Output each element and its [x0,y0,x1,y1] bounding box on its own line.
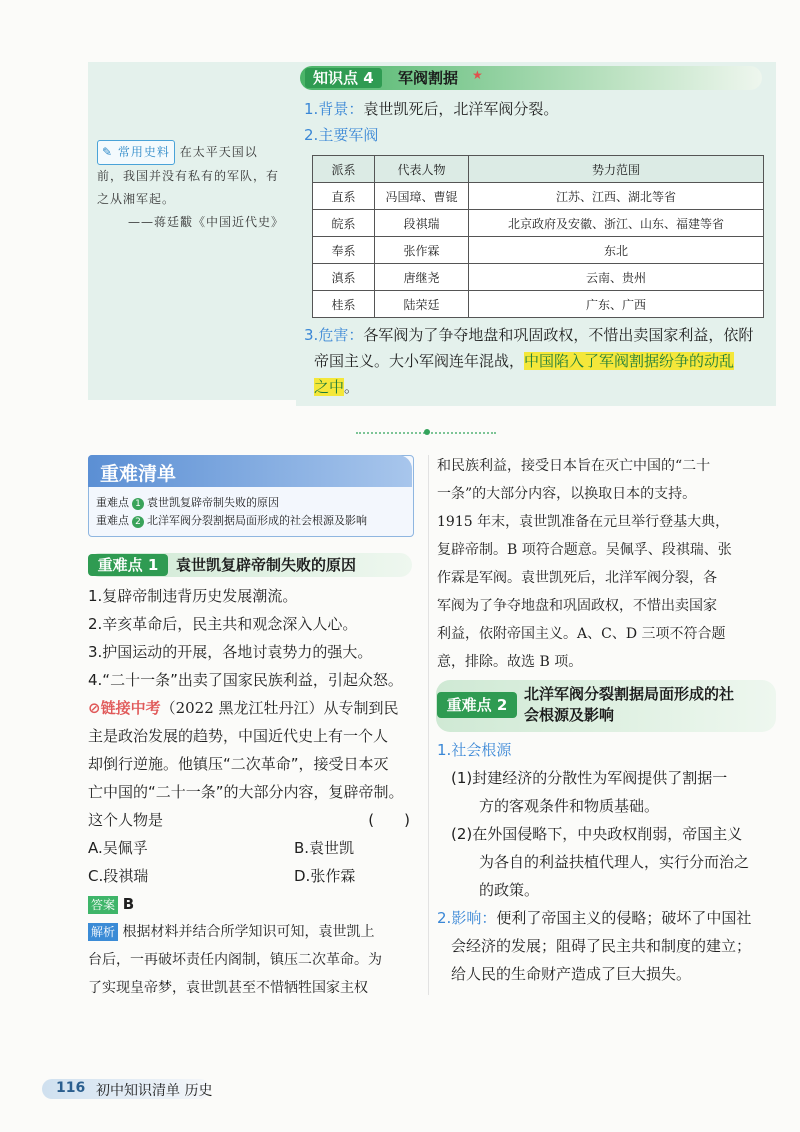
option-b: B.袁世凯 [294,839,355,857]
key-list-title: 重难清单 [100,463,177,485]
analysis-line: 1915 年末，袁世凯准备在元旦举行登基大典， [437,514,730,530]
table-header: 势力范围 [469,156,764,183]
analysis-line: 和民族利益，接受日本旨在灭亡中国的“二十 [437,458,711,474]
key-list-item: 重难点 1 袁世凯复辟帝制失败的原因 [96,496,279,509]
table-header: 派系 [313,156,375,183]
historical-material-text: ✎ 常用史料 在太平天国以 [97,140,292,165]
exam-question-line: ⊘链接中考（2022 黑龙江牡丹江）从专制到民 [88,699,399,717]
analysis-line: 复辟帝制。B 项符合题意。吴佩孚、段祺瑞、张 [437,542,732,558]
answer-bracket: ( ) [368,811,410,829]
analysis-line: 了实现皇帝梦，袁世凯甚至不惜牺牲国家主权 [88,980,368,996]
analysis-line: 军阀为了争夺地盘和巩固政权，不惜出卖国家 [437,598,717,614]
knowledge-point-title: 军阀割据 [398,69,459,87]
key-list-header [88,455,412,487]
root-item: (2)在外国侵略下，中央政权削弱，帝国主义 [451,825,743,843]
table-row [313,264,764,291]
root-item: 方的客观条件和物质基础。 [479,797,660,815]
reason-item: 3.护国运动的开展，各地讨袁势力的强大。 [88,643,373,661]
analysis-line: 利益，依附帝国主义。A、C、D 三项不符合题 [437,626,726,642]
table-cell: 张作霖 [375,237,469,264]
table-cell: 江苏、江西、湖北等省 [469,183,764,210]
point1-tag: 重难点 1 [88,554,168,576]
exam-question-line: 主是政治发展的趋势，中国近代史上有一个人 [88,727,389,745]
table-cell: 唐继尧 [375,264,469,291]
root-item: (1)封建经济的分散性为军阀提供了割据一 [451,769,728,787]
reason-item: 4.“二十一条”出卖了国家民族利益，引起众怒。 [88,671,403,689]
analysis-continued [437,452,777,676]
table-cell: 冯国璋、曹锟 [375,183,469,210]
options-row [88,862,418,890]
impact-line: 2.影响：便利了帝国主义的侵略；破坏了中国社 [437,909,752,927]
column-divider [428,455,429,995]
point2-content [437,736,779,988]
analysis-line: 作霖是军阀。袁世凯死后，北洋军阀分裂，各 [437,570,717,586]
background-line: 1.背景：袁世凯死后，北洋军阀分裂。 [304,100,559,118]
footer-title: 初中知识清单 历史 [96,1083,213,1099]
social-root-heading: 1.社会根源 [437,741,512,759]
harm-line: 3.危害：各军阀为了争夺地盘和巩固政权，不惜出卖国家利益，依附 [304,326,754,344]
answer-line [88,890,418,918]
exam-question-line: 亡中国的“二十一条”的大部分内容，复辟帝制。 [88,783,404,801]
exam-question-line: 这个人物是 ( ) [88,806,418,834]
answer-value: B [122,895,135,913]
options-row [88,834,418,862]
reason-item: 1.复辟帝制违背历史发展潮流。 [88,587,298,605]
table-header-row [313,156,764,183]
table-cell: 云南、贵州 [469,264,764,291]
table-row [313,291,764,318]
point1-content [88,582,418,1002]
harm-line: 帝国主义。大小军阀连年混战，中国陷入了军阀割据纷争的动乱 [314,352,735,370]
highlighted-text: 之中 [314,378,345,396]
table-cell: 皖系 [313,210,375,237]
analysis-line: 一条”的大部分内容，以换取日本的支持。 [437,486,697,502]
harm-line: 之中。 [314,378,360,396]
option-a: A.吴佩孚 [88,839,148,857]
table-cell: 滇系 [313,264,375,291]
point2-title: 北洋军阀分裂割据局面形成的社 会根源及影响 [524,685,735,724]
point2-tag: 重难点 2 [437,692,517,718]
historical-material-text: 之从湘军起。 [97,192,176,206]
table-cell: 直系 [313,183,375,210]
table-cell: 奉系 [313,237,375,264]
table-cell: 广东、广西 [469,291,764,318]
historical-material-box [97,140,292,234]
analysis-line: 台后，一再破坏责任内阁制，镇压二次革命。为 [88,952,382,968]
knowledge-point-tag: 知识点 4 [305,68,382,88]
table-cell: 北京政府及安徽、浙江、山东、福建等省 [469,210,764,237]
table-cell: 桂系 [313,291,375,318]
table-row [313,210,764,237]
link-exam-tag: ⊘链接中考 [88,699,161,717]
highlighted-text: 中国陷入了军阀割据纷争的动乱 [524,352,735,370]
harm-paragraph [304,322,774,400]
main-warlords-heading: 2.主要军阀 [304,126,379,144]
option-c: C.段祺瑞 [88,867,149,885]
page-number: 116 [56,1080,86,1096]
table-header: 代表人物 [375,156,469,183]
warlords-table [312,155,764,318]
star-icon: ★ [472,68,483,82]
impact-line: 给人民的生命财产造成了巨大损失。 [451,965,692,983]
root-item: 为各自的利益扶植代理人，实行分而治之 [479,853,750,871]
impact-line: 会经济的发展；阻碍了民主共和制度的建立； [451,937,752,955]
table-cell: 陆荣廷 [375,291,469,318]
divider-dot [424,429,430,435]
answer-tag: 答案 [88,896,118,914]
point1-title: 袁世凯复辟帝制失败的原因 [176,556,357,574]
historical-material-text: 前，我国并没有私有的军队，有 [97,169,280,183]
analysis-tag: 解析 [88,923,118,941]
root-item: 的政策。 [479,881,540,899]
analysis-line: 意，排除。故选 B 项。 [437,654,583,670]
historical-material-source: ——蒋廷黻《中国近代史》 [127,215,284,229]
table-cell: 东北 [469,237,764,264]
table-row [313,237,764,264]
table-row [313,183,764,210]
analysis-line: 解析 根据材料并结合所学知识可知，袁世凯上 [88,918,418,946]
reason-item: 2.辛亥革命后，民主共和观念深入人心。 [88,615,358,633]
key-list-item: 重难点 2 北洋军阀分裂割据局面形成的社会根源及影响 [96,514,367,527]
historical-material-tag: ✎ 常用史料 [97,140,175,165]
option-d: D.张作霖 [294,867,356,885]
exam-question-line: 却倒行逆施。他镇压“二次革命”，接受日本灭 [88,755,389,773]
table-cell: 段祺瑞 [375,210,469,237]
